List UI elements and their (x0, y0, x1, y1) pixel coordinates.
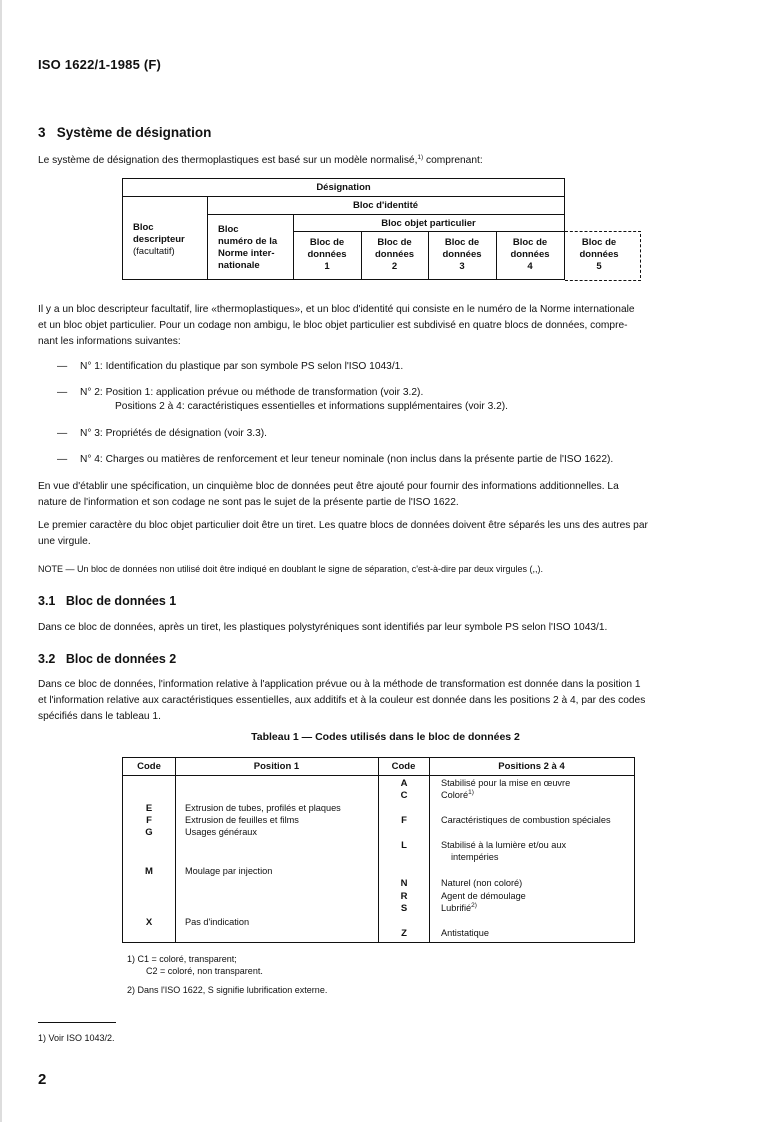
bloc-label: données (374, 249, 415, 260)
code-cell: A (400, 778, 408, 789)
descriptor-block (133, 222, 185, 258)
list-dash: — (57, 387, 68, 398)
intro-end: comprenant: (423, 155, 483, 166)
text-line: Il y a un bloc descripteur facultatif, lire «thermoplastiques», et un bloc d'identité qui consiste en le numéro de la Norme internationale (38, 304, 635, 315)
table-note-2: 2) Dans l'ISO 1622, S signifie lubrification externe. (127, 985, 328, 995)
footnote-separator (38, 1022, 116, 1023)
norm-line: numéro de la (218, 236, 278, 247)
intro-text: Le système de désignation des thermoplastiques est basé sur un modèle normalisé, (38, 155, 418, 166)
bloc-label: Bloc de (581, 237, 617, 248)
text-line: et l'information relative aux caractéristiques essentielles, aux additifs et à la couleur est donnée dans les positions 2 à 4, par des codes (38, 695, 646, 706)
table-note-1b: C2 = coloré, non transparent. (146, 966, 263, 976)
page-footnote: 1) Voir ISO 1043/2. (38, 1033, 115, 1043)
particular-block-label: Bloc objet particulier (381, 218, 476, 229)
section-3-2-heading (38, 652, 176, 666)
bloc-label: données (442, 249, 482, 260)
text-line: nature de l'information et son codage ne sont pas le sujet de la présente partie de l'ISO 1622. (38, 497, 459, 508)
table-note-1a: 1) C1 = coloré, transparent; (127, 954, 237, 964)
cell-text: intempéries (451, 851, 499, 862)
section-3-1-heading (38, 594, 176, 608)
code-cell: N (400, 878, 408, 889)
positions-2-4-text: Agent de démoulage (441, 891, 526, 901)
code-cell: F (146, 815, 152, 826)
cell-text: Coloré (441, 790, 469, 800)
list-item-2a: N° 2: Position 1: application prévue ou méthode de transformation (voir 3.2). (80, 387, 424, 398)
data-block-5-optional (565, 231, 641, 281)
code-cell: R (400, 891, 408, 902)
code-cell: X (145, 917, 153, 928)
standard-number-block (218, 224, 277, 272)
bloc-label: Bloc de (377, 237, 412, 248)
position-1-text: Extrusion de feuilles et films (185, 815, 299, 825)
note: NOTE — Un bloc de données non utilisé doit être indiqué en doublant le signe de séparation, c'est-à-dire par deux virgules (,,). (38, 564, 544, 574)
col-header-code: Code (137, 761, 161, 772)
text-line: En vue d'établir une spécification, un cinquième bloc de données peut être ajouté pour fournir des informations additionnelles. La (38, 481, 619, 492)
code-cell: Z (401, 928, 407, 939)
section-title: Bloc de données 1 (65, 594, 177, 608)
section-title: Bloc de données 2 (65, 652, 177, 666)
data-block-3 (428, 237, 496, 273)
descr-line: (facultatif) (133, 246, 175, 257)
bloc-number: 2 (391, 261, 398, 272)
list-item-2b: Positions 2 à 4: caractéristiques essentielles et informations supplémentaires (voir 3.2). (115, 401, 508, 412)
text-line: et un bloc objet particulier. Pour un codage non ambigu, le bloc objet particulier est subdivisé en quatre blocs de données, compre- (38, 320, 628, 331)
position-1-text: Usages généraux (185, 827, 258, 837)
document-header: ISO 1622/1-1985 (F) (38, 57, 162, 72)
bloc-label: données (307, 249, 347, 260)
cell-text: Stabilisé à la lumière et/ou aux (441, 840, 567, 850)
bloc-label: données (510, 249, 550, 260)
positions-2-4-text: Stabilisé pour la mise en œuvre (441, 778, 571, 788)
bloc-label: données (579, 249, 619, 260)
designation-table (122, 178, 565, 280)
text-line: une virgule. (38, 536, 91, 547)
list-dash: — (57, 428, 68, 439)
position-1-text: Extrusion de tubes, profilés et plaques (185, 803, 341, 813)
paragraph-fifth-block (38, 479, 619, 511)
text-line: nant les informations suivantes: (38, 336, 181, 347)
code-cell: M (145, 866, 153, 877)
bloc-number: 4 (527, 261, 533, 272)
section-3-2-text (38, 677, 645, 725)
scan-edge (0, 0, 2, 1122)
col-header-position-1: Position 1 (253, 761, 300, 772)
position-1-text: Pas d'indication (185, 917, 250, 927)
positions-2-4-text (441, 903, 477, 915)
code-cell: E (145, 803, 153, 814)
section-number: 3 (38, 125, 46, 140)
code-cell: F (401, 815, 407, 826)
designation-title: Désignation (316, 182, 371, 193)
code-cell: C (400, 790, 408, 801)
bloc-number: 1 (324, 261, 330, 272)
identity-block-label: Bloc d'identité (352, 200, 419, 211)
text-line: spécifiés dans le tableau 1. (38, 711, 161, 722)
data-block-4 (496, 237, 564, 273)
section-3-1-text: Dans ce bloc de données, après un tiret, les plastiques polystyréniques sont identifiés par leur symbole PS selon l'ISO 1043/1. (38, 622, 608, 633)
list-dash: — (57, 361, 68, 372)
intro-footnote-ref: 1) (417, 154, 424, 161)
data-block-2 (361, 237, 428, 273)
footnote-ref: 1) (468, 789, 474, 796)
bloc-label: Bloc de (444, 237, 480, 248)
data-block-1 (293, 237, 361, 273)
descr-line: Bloc (133, 222, 154, 233)
list-item-1: N° 1: Identification du plastique par son symbole PS selon l'ISO 1043/1. (80, 361, 404, 372)
col-header-positions-2-4: Positions 2 à 4 (498, 761, 565, 772)
text-line: Dans ce bloc de données, l'information relative à l'application prévue ou à la méthode de transformation est donnée dans la position 1 (38, 679, 641, 690)
code-cell: G (145, 827, 153, 838)
page-number: 2 (38, 1071, 47, 1088)
section-number: 3.2 (38, 652, 56, 666)
code-cell: S (400, 903, 408, 914)
table-1 (122, 757, 635, 943)
positions-2-4-text (441, 840, 566, 863)
list-item-4: N° 4: Charges ou matières de renforcement et leur teneur nominale (non inclus dans la présente partie de l'ISO 1622). (80, 454, 614, 465)
bloc-number: 3 (459, 261, 465, 272)
bloc-label: Bloc de (512, 237, 548, 248)
section-3-heading (38, 125, 211, 140)
norm-line: Bloc (218, 224, 239, 235)
list-dash: — (57, 454, 68, 465)
descr-line: descripteur (133, 234, 185, 245)
col-header-code-2: Code (391, 761, 416, 772)
code-cell: L (401, 840, 407, 851)
position-1-text: Moulage par injection (185, 866, 273, 876)
norm-line: Norme inter- (218, 248, 275, 259)
list-item-3: N° 3: Propriétés de désignation (voir 3.3). (80, 428, 267, 439)
text-line: Le premier caractère du bloc objet particulier doit être un tiret. Les quatre blocs de données doivent être séparés les uns des autres par (38, 520, 648, 531)
bloc-number: 5 (596, 261, 602, 272)
section-3-intro (38, 153, 483, 169)
table-1-caption: Tableau 1 — Codes utilisés dans le bloc de données 2 (251, 731, 520, 743)
paragraph-separator (38, 518, 648, 550)
section-title: Système de désignation (56, 125, 212, 140)
cell-text: Lubrifié (441, 903, 472, 913)
norm-line: nationale (218, 260, 260, 271)
section-number: 3.1 (38, 594, 56, 608)
positions-2-4-text (441, 790, 474, 802)
positions-2-4-text: Caractéristiques de combustion spéciales (441, 815, 611, 825)
positions-2-4-text: Antistatique (441, 928, 490, 938)
paragraph-structure (38, 302, 635, 350)
bloc-label: Bloc de (309, 237, 345, 248)
footnote-ref: 2) (471, 902, 477, 909)
positions-2-4-text: Naturel (non coloré) (441, 878, 523, 888)
